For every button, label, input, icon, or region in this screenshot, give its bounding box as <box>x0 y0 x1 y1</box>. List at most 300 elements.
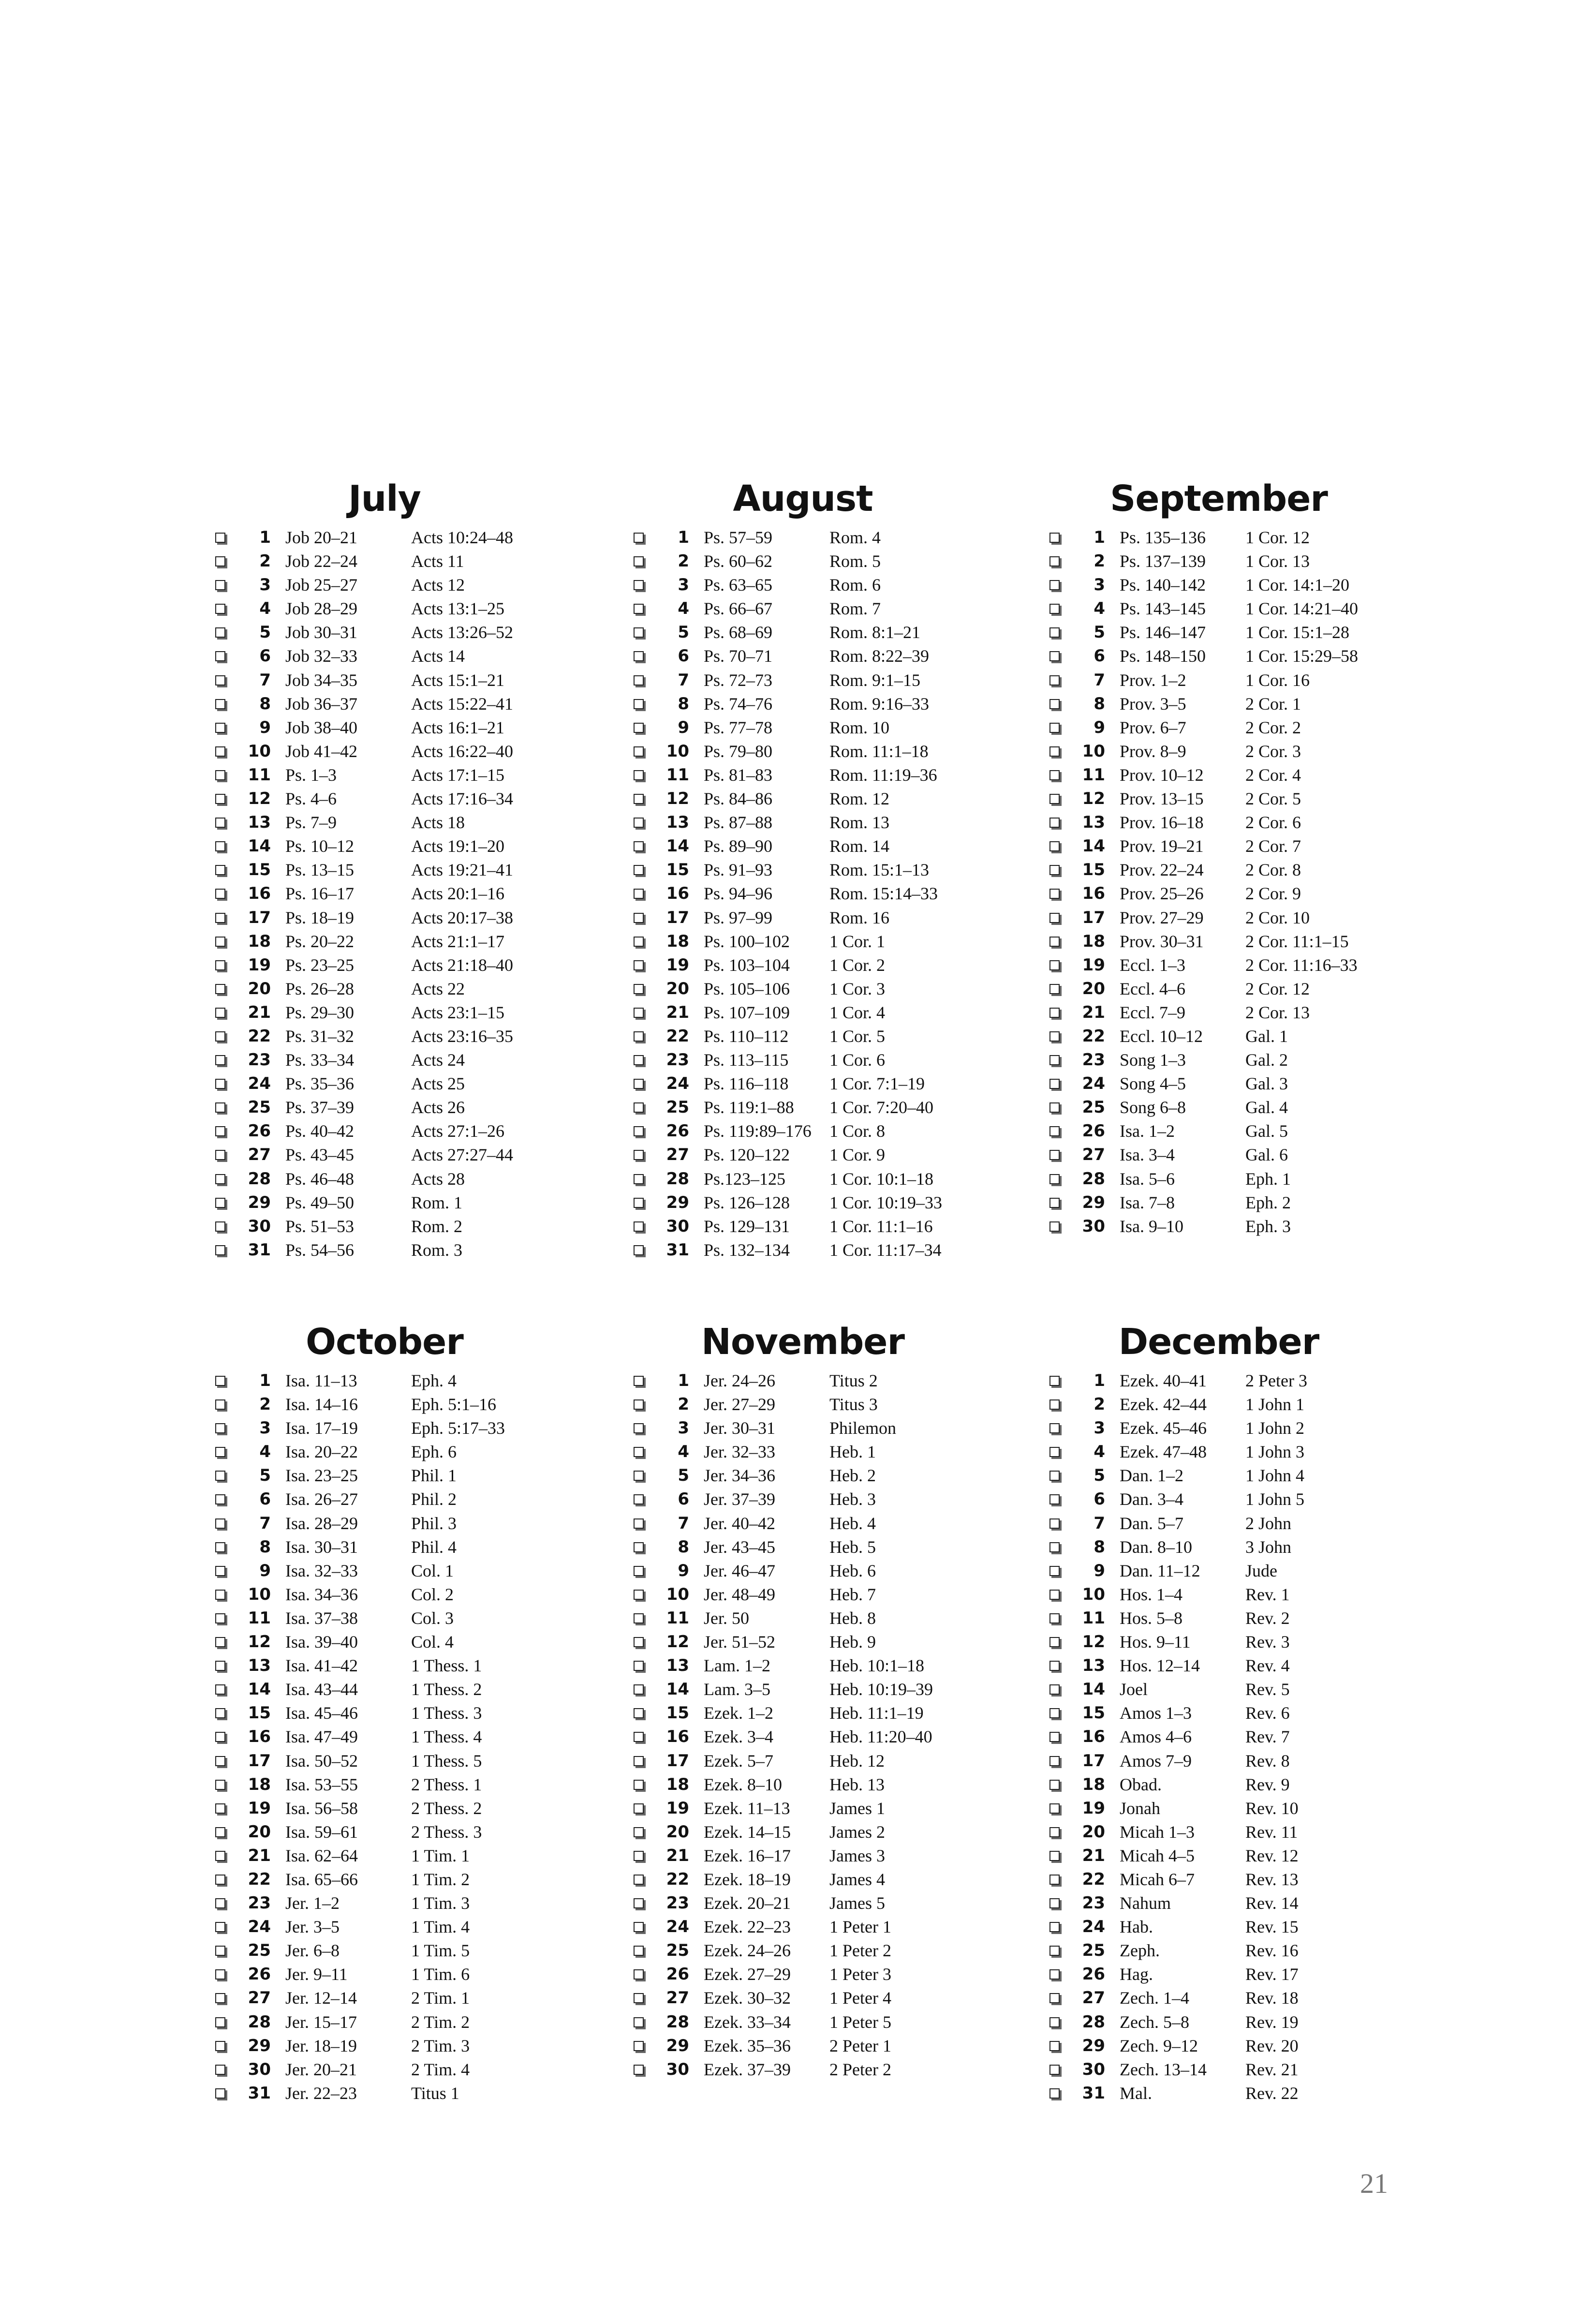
new-testament-reading: James 1 <box>829 1798 885 1818</box>
checkbox[interactable] <box>215 1150 225 1160</box>
checkbox[interactable] <box>215 1447 225 1457</box>
reading-row <box>1049 1654 1465 1678</box>
checkbox[interactable] <box>1049 1126 1060 1136</box>
new-testament-reading: Rom. 11:19–36 <box>829 765 937 785</box>
day-number: 3 <box>1094 575 1105 595</box>
checkbox[interactable] <box>1049 1494 1060 1504</box>
checkbox[interactable] <box>215 1079 225 1089</box>
day-number: 21 <box>1082 1002 1105 1022</box>
checkbox[interactable] <box>215 1827 225 1837</box>
day-number: 4 <box>1094 1442 1105 1462</box>
reading-row <box>1049 644 1465 668</box>
checkbox[interactable] <box>634 1875 644 1885</box>
new-testament-reading: Heb. 11:20–40 <box>829 1727 932 1747</box>
new-testament-reading: Heb. 9 <box>829 1632 876 1652</box>
checkbox[interactable] <box>215 1245 225 1255</box>
new-testament-reading: 2 Tim. 2 <box>411 2012 470 2032</box>
checkbox[interactable] <box>215 604 225 614</box>
checkbox[interactable] <box>634 984 644 994</box>
checkbox[interactable] <box>215 1031 225 1042</box>
new-testament-reading: Gal. 6 <box>1245 1145 1288 1165</box>
reading-row <box>1049 1725 1465 1749</box>
reading-row <box>215 2058 631 2082</box>
checkbox[interactable] <box>1049 1851 1060 1861</box>
checkbox[interactable] <box>215 651 225 661</box>
checkbox[interactable] <box>634 865 644 875</box>
reading-row <box>634 763 1049 787</box>
checkbox[interactable] <box>1049 2041 1060 2051</box>
old-testament-reading: Hag. <box>1120 1965 1153 1984</box>
new-testament-reading: Heb. 10:1–18 <box>829 1656 924 1676</box>
new-testament-reading: Rev. 6 <box>1245 1703 1290 1723</box>
old-testament-reading: Jer. 22–23 <box>285 2083 357 2103</box>
old-testament-reading: Ps. 89–90 <box>704 836 773 856</box>
new-testament-reading: Rom. 3 <box>411 1240 463 1260</box>
old-testament-reading: Ps. 60–62 <box>704 551 773 571</box>
checkbox[interactable] <box>215 580 225 590</box>
old-testament-reading: Ps. 100–102 <box>704 931 790 951</box>
day-number: 27 <box>1082 1145 1105 1165</box>
reading-row <box>634 1915 1049 1939</box>
day-number: 26 <box>248 1965 271 1984</box>
new-testament-reading: Rev. 22 <box>1245 2083 1299 2103</box>
checkbox[interactable] <box>215 1174 225 1184</box>
checkbox[interactable] <box>1049 604 1060 614</box>
checkbox[interactable] <box>634 2017 644 2027</box>
checkbox[interactable] <box>634 1399 644 1410</box>
checkbox[interactable] <box>634 1803 644 1814</box>
reading-row <box>1049 1488 1465 1511</box>
checkbox[interactable] <box>215 1851 225 1861</box>
old-testament-reading: Jer. 43–45 <box>704 1537 775 1557</box>
checkbox[interactable] <box>634 1851 644 1861</box>
checkbox[interactable] <box>215 699 225 709</box>
checkbox[interactable] <box>634 1126 644 1136</box>
day-number: 4 <box>678 599 689 619</box>
checkbox[interactable] <box>1049 556 1060 566</box>
new-testament-reading: 1 Tim. 4 <box>411 1917 470 1937</box>
reading-row <box>215 692 631 716</box>
checkbox[interactable] <box>1049 746 1060 757</box>
new-testament-reading: 1 Cor. 13 <box>1245 551 1310 571</box>
checkbox[interactable] <box>215 1566 225 1576</box>
checkbox[interactable] <box>215 1126 225 1136</box>
checkbox[interactable] <box>1049 1198 1060 1208</box>
checkbox[interactable] <box>1049 1613 1060 1623</box>
checkbox[interactable] <box>215 2041 225 2051</box>
checkbox[interactable] <box>215 1399 225 1410</box>
old-testament-reading: Ps. 54–56 <box>285 1240 355 1260</box>
checkbox[interactable] <box>1049 1684 1060 1695</box>
day-number: 26 <box>1082 1965 1105 1984</box>
checkbox[interactable] <box>634 1494 644 1504</box>
new-testament-reading: Acts 28 <box>411 1169 465 1189</box>
checkbox[interactable] <box>1049 1566 1060 1576</box>
checkbox[interactable] <box>1049 1423 1060 1433</box>
old-testament-reading: Jer. 30–31 <box>704 1418 775 1438</box>
checkbox[interactable] <box>1049 2088 1060 2099</box>
new-testament-reading: Rom. 13 <box>829 813 890 833</box>
old-testament-reading: Isa. 47–49 <box>285 1727 358 1747</box>
checkbox[interactable] <box>215 984 225 994</box>
checkbox[interactable] <box>1049 1993 1060 2003</box>
day-number: 9 <box>678 1561 689 1580</box>
checkbox[interactable] <box>215 675 225 685</box>
checkbox[interactable] <box>634 533 644 543</box>
checkbox[interactable] <box>1049 1471 1060 1481</box>
checkbox[interactable] <box>634 1198 644 1208</box>
checkbox[interactable] <box>215 1946 225 1956</box>
checkbox[interactable] <box>1049 1518 1060 1529</box>
checkbox[interactable] <box>634 1708 644 1718</box>
old-testament-reading: Ps. 13–15 <box>285 860 355 880</box>
checkbox[interactable] <box>215 1684 225 1695</box>
checkbox[interactable] <box>1049 533 1060 543</box>
day-number: 19 <box>1082 1798 1105 1818</box>
checkbox[interactable] <box>215 1494 225 1504</box>
old-testament-reading: Job 25–27 <box>285 575 358 595</box>
reading-row <box>1049 1773 1465 1797</box>
checkbox[interactable] <box>1049 675 1060 685</box>
checkbox[interactable] <box>1049 984 1060 994</box>
new-testament-reading: 1 Thess. 4 <box>411 1727 482 1747</box>
day-number: 22 <box>666 1026 689 1046</box>
checkbox[interactable] <box>634 1423 644 1433</box>
reading-row <box>1049 1025 1465 1048</box>
reading-row <box>215 1143 631 1167</box>
day-number: 13 <box>248 1656 271 1676</box>
checkbox[interactable] <box>215 1732 225 1742</box>
old-testament-reading: Ps. 126–128 <box>704 1192 790 1212</box>
checkbox[interactable] <box>215 770 225 780</box>
checkbox[interactable] <box>634 651 644 661</box>
checkbox[interactable] <box>1049 2065 1060 2075</box>
new-testament-reading: 1 John 1 <box>1245 1395 1305 1414</box>
checkbox[interactable] <box>634 2065 644 2075</box>
checkbox[interactable] <box>215 1661 225 1671</box>
checkbox[interactable] <box>634 675 644 685</box>
new-testament-reading: Acts 20:1–16 <box>411 884 504 904</box>
reading-row <box>1049 1678 1465 1701</box>
checkbox[interactable] <box>634 889 644 899</box>
checkbox[interactable] <box>1049 1542 1060 1552</box>
checkbox[interactable] <box>1049 1031 1060 1042</box>
checkbox[interactable] <box>634 1566 644 1576</box>
checkbox[interactable] <box>1049 960 1060 970</box>
checkbox[interactable] <box>215 1780 225 1790</box>
checkbox[interactable] <box>215 1221 225 1232</box>
checkbox[interactable] <box>215 1423 225 1433</box>
old-testament-reading: Ps. 132–134 <box>704 1240 790 1260</box>
checkbox[interactable] <box>634 1969 644 1980</box>
checkbox[interactable] <box>215 1055 225 1065</box>
day-number: 16 <box>248 1727 271 1747</box>
day-number: 13 <box>666 813 689 833</box>
day-number: 4 <box>678 1442 689 1462</box>
checkbox[interactable] <box>634 1637 644 1647</box>
checkbox[interactable] <box>634 1827 644 1837</box>
checkbox[interactable] <box>1049 1898 1060 1908</box>
checkbox[interactable] <box>1049 1008 1060 1018</box>
checkbox[interactable] <box>1049 723 1060 733</box>
checkbox[interactable] <box>1049 580 1060 590</box>
old-testament-reading: Ezek. 45–46 <box>1120 1418 1207 1438</box>
checkbox[interactable] <box>1049 937 1060 947</box>
checkbox[interactable] <box>1049 913 1060 923</box>
checkbox[interactable] <box>215 1008 225 1018</box>
checkbox[interactable] <box>1049 1732 1060 1742</box>
day-number: 28 <box>1082 1169 1105 1189</box>
checkbox[interactable] <box>1049 2017 1060 2027</box>
checkbox[interactable] <box>1049 1827 1060 1837</box>
checkbox[interactable] <box>215 1898 225 1908</box>
checkbox[interactable] <box>1049 1708 1060 1718</box>
checkbox[interactable] <box>215 1875 225 1885</box>
checkbox[interactable] <box>634 1922 644 1932</box>
checkbox[interactable] <box>1049 841 1060 851</box>
new-testament-reading: 1 Peter 1 <box>829 1917 891 1937</box>
new-testament-reading: 1 Peter 4 <box>829 1988 891 2008</box>
new-testament-reading: 1 Tim. 3 <box>411 1893 470 1913</box>
checkbox[interactable] <box>1049 1376 1060 1386</box>
checkbox[interactable] <box>215 1922 225 1932</box>
day-number: 15 <box>1082 1703 1105 1723</box>
checkbox[interactable] <box>215 746 225 757</box>
checkbox[interactable] <box>1049 627 1060 638</box>
checkbox[interactable] <box>634 913 644 923</box>
checkbox[interactable] <box>1049 1590 1060 1600</box>
day-number: 6 <box>1094 646 1105 666</box>
new-testament-reading: 2 Cor. 12 <box>1245 979 1310 998</box>
checkbox[interactable] <box>634 1518 644 1529</box>
checkbox[interactable] <box>215 1471 225 1481</box>
checkbox[interactable] <box>1049 1661 1060 1671</box>
checkbox[interactable] <box>215 818 225 828</box>
checkbox[interactable] <box>634 1102 644 1113</box>
checkbox[interactable] <box>1049 1922 1060 1932</box>
new-testament-reading: 2 Cor. 6 <box>1245 813 1301 833</box>
checkbox[interactable] <box>1049 770 1060 780</box>
checkbox[interactable] <box>1049 1756 1060 1766</box>
reading-row <box>1049 1215 1465 1238</box>
checkbox[interactable] <box>215 533 225 543</box>
checkbox[interactable] <box>215 1542 225 1552</box>
old-testament-reading: Ps. 4–6 <box>285 789 337 809</box>
reading-row <box>1049 1986 1465 2010</box>
checkbox[interactable] <box>215 913 225 923</box>
checkbox[interactable] <box>634 1376 644 1386</box>
checkbox[interactable] <box>215 937 225 947</box>
new-testament-reading: Acts 15:22–41 <box>411 694 513 714</box>
checkbox[interactable] <box>634 818 644 828</box>
checkbox[interactable] <box>634 770 644 780</box>
checkbox[interactable] <box>215 1198 225 1208</box>
old-testament-reading: Ezek. 14–15 <box>704 1822 791 1842</box>
day-number: 27 <box>248 1988 271 2008</box>
checkbox[interactable] <box>634 723 644 733</box>
old-testament-reading: Prov. 13–15 <box>1120 789 1204 809</box>
checkbox[interactable] <box>215 723 225 733</box>
checkbox[interactable] <box>215 1590 225 1600</box>
old-testament-reading: Ps. 20–22 <box>285 931 355 951</box>
new-testament-reading: 1 Cor. 6 <box>829 1050 886 1070</box>
checkbox[interactable] <box>1049 865 1060 875</box>
checkbox[interactable] <box>634 580 644 590</box>
checkbox[interactable] <box>215 865 225 875</box>
checkbox[interactable] <box>634 1684 644 1695</box>
checkbox[interactable] <box>634 1993 644 2003</box>
checkbox[interactable] <box>1049 1150 1060 1160</box>
old-testament-reading: Isa. 43–44 <box>285 1680 358 1699</box>
checkbox[interactable] <box>215 2017 225 2027</box>
checkbox[interactable] <box>634 1150 644 1160</box>
checkbox[interactable] <box>1049 794 1060 804</box>
reading-row <box>215 834 631 858</box>
checkbox[interactable] <box>634 1661 644 1671</box>
old-testament-reading: Ps. 103–104 <box>704 955 790 975</box>
new-testament-reading: Rev. 9 <box>1245 1774 1290 1794</box>
checkbox[interactable] <box>1049 1969 1060 1980</box>
checkbox[interactable] <box>634 2041 644 2051</box>
checkbox[interactable] <box>634 1542 644 1552</box>
checkbox[interactable] <box>634 1221 644 1232</box>
reading-row <box>1049 1143 1465 1167</box>
checkbox[interactable] <box>634 604 644 614</box>
checkbox[interactable] <box>215 1756 225 1766</box>
checkbox[interactable] <box>215 841 225 851</box>
checkbox[interactable] <box>215 960 225 970</box>
checkbox[interactable] <box>634 699 644 709</box>
new-testament-reading: Rev. 7 <box>1245 1727 1290 1747</box>
checkbox[interactable] <box>215 889 225 899</box>
checkbox[interactable] <box>634 1756 644 1766</box>
checkbox[interactable] <box>215 1969 225 1980</box>
checkbox[interactable] <box>215 1637 225 1647</box>
old-testament-reading: Prov. 1–2 <box>1120 670 1186 690</box>
checkbox[interactable] <box>634 746 644 757</box>
new-testament-reading: Rom. 8:1–21 <box>829 623 921 642</box>
checkbox[interactable] <box>634 1079 644 1089</box>
day-number: 24 <box>248 1917 271 1937</box>
checkbox[interactable] <box>215 1803 225 1814</box>
old-testament-reading: Ezek. 16–17 <box>704 1846 791 1865</box>
reading-row <box>1049 1559 1465 1583</box>
checkbox[interactable] <box>634 1732 644 1742</box>
checkbox[interactable] <box>1049 889 1060 899</box>
new-testament-reading: Col. 1 <box>411 1561 454 1580</box>
checkbox[interactable] <box>1049 1875 1060 1885</box>
month-block-december <box>1049 1320 1465 2105</box>
checkbox[interactable] <box>215 1993 225 2003</box>
checkbox[interactable] <box>1049 1174 1060 1184</box>
old-testament-reading: Zech. 9–12 <box>1120 2036 1198 2055</box>
old-testament-reading: Isa. 3–4 <box>1120 1145 1175 1165</box>
checkbox[interactable] <box>634 1031 644 1042</box>
checkbox[interactable] <box>215 2065 225 2075</box>
checkbox[interactable] <box>634 1245 644 1255</box>
checkbox[interactable] <box>634 1471 644 1481</box>
old-testament-reading: Jer. 18–19 <box>285 2036 357 2055</box>
old-testament-reading: Amos 4–6 <box>1120 1727 1192 1747</box>
day-number: 5 <box>259 623 271 642</box>
checkbox[interactable] <box>215 1708 225 1718</box>
checkbox[interactable] <box>634 1174 644 1184</box>
checkbox[interactable] <box>634 1590 644 1600</box>
checkbox[interactable] <box>634 937 644 947</box>
reading-row <box>215 550 631 573</box>
checkbox[interactable] <box>634 794 644 804</box>
checkbox[interactable] <box>1049 818 1060 828</box>
checkbox[interactable] <box>634 627 644 638</box>
checkbox[interactable] <box>634 1447 644 1457</box>
checkbox[interactable] <box>634 960 644 970</box>
checkbox[interactable] <box>1049 699 1060 709</box>
day-number: 13 <box>1082 813 1105 833</box>
checkbox[interactable] <box>215 1613 225 1623</box>
checkbox[interactable] <box>215 794 225 804</box>
day-number: 23 <box>666 1050 689 1070</box>
checkbox[interactable] <box>215 556 225 566</box>
reading-row <box>215 1512 631 1535</box>
new-testament-reading: Titus 1 <box>411 2083 459 2103</box>
old-testament-reading: Ps. 51–53 <box>285 1216 355 1236</box>
checkbox[interactable] <box>1049 1447 1060 1457</box>
checkbox[interactable] <box>1049 1803 1060 1814</box>
checkbox[interactable] <box>1049 1055 1060 1065</box>
reading-row <box>1049 1963 1465 1986</box>
day-number: 2 <box>259 551 271 571</box>
new-testament-reading: Titus 3 <box>829 1395 878 1414</box>
checkbox[interactable] <box>634 1055 644 1065</box>
old-testament-reading: Ezek. 20–21 <box>704 1893 791 1913</box>
checkbox[interactable] <box>1049 1102 1060 1113</box>
old-testament-reading: Isa. 37–38 <box>285 1608 358 1628</box>
checkbox[interactable] <box>1049 1780 1060 1790</box>
checkbox[interactable] <box>634 1780 644 1790</box>
reading-row <box>634 1001 1049 1025</box>
day-number: 25 <box>1082 1941 1105 1961</box>
new-testament-reading: Acts 17:16–34 <box>411 789 513 809</box>
checkbox[interactable] <box>634 1946 644 1956</box>
checkbox[interactable] <box>215 1102 225 1113</box>
checkbox[interactable] <box>1049 1399 1060 1410</box>
old-testament-reading: Ps. 23–25 <box>285 955 355 975</box>
checkbox[interactable] <box>634 1898 644 1908</box>
reading-row <box>1049 526 1465 550</box>
checkbox[interactable] <box>634 1008 644 1018</box>
checkbox[interactable] <box>1049 1637 1060 1647</box>
checkbox[interactable] <box>215 2088 225 2099</box>
checkbox[interactable] <box>1049 1221 1060 1232</box>
new-testament-reading: Eph. 2 <box>1245 1192 1291 1212</box>
checkbox[interactable] <box>1049 1079 1060 1089</box>
day-number: 17 <box>666 908 689 927</box>
checkbox[interactable] <box>1049 1946 1060 1956</box>
day-number: 11 <box>666 765 689 785</box>
checkbox[interactable] <box>634 556 644 566</box>
checkbox[interactable] <box>634 1613 644 1623</box>
new-testament-reading: 2 Peter 3 <box>1245 1371 1307 1390</box>
checkbox[interactable] <box>215 627 225 638</box>
day-number: 22 <box>666 1869 689 1889</box>
checkbox[interactable] <box>215 1376 225 1386</box>
checkbox[interactable] <box>215 1518 225 1529</box>
reading-row <box>215 1238 631 1262</box>
reading-row <box>215 858 631 882</box>
reading-row <box>634 644 1049 668</box>
checkbox[interactable] <box>1049 651 1060 661</box>
checkbox[interactable] <box>634 841 644 851</box>
